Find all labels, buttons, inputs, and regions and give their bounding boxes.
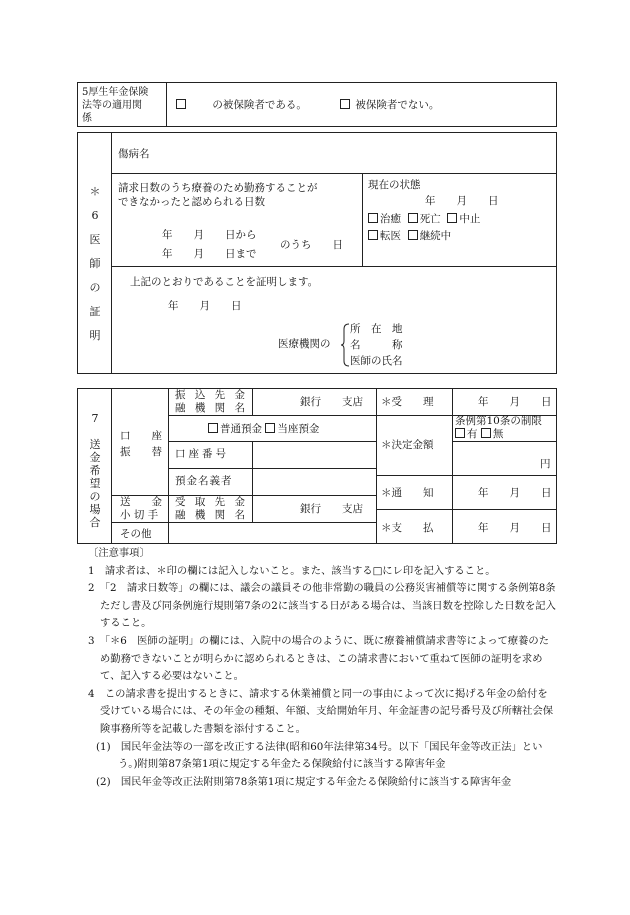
status-stopped-checkbox[interactable] bbox=[447, 213, 457, 223]
check-label: 送 金 小 切 手 bbox=[120, 496, 162, 521]
section7-vertical-label: 7 送 金 希 望 の 場 合 bbox=[89, 412, 101, 529]
limit-yes-label: 有 bbox=[467, 428, 478, 440]
limit-no-label: 無 bbox=[492, 428, 504, 440]
other-label: その他 bbox=[120, 528, 152, 540]
institution-name-label: 名 称 bbox=[350, 339, 403, 351]
note-subitem-1: (1) 国民年金法等の一部を改正する法律(昭和60年法律第34号。以下「国民年金等改正法」という。)附則第87条第1項に規定する年金たる保険給付に該当する障害年金 bbox=[96, 740, 543, 771]
account-holder-label: 預金名義者 bbox=[175, 475, 233, 487]
status-cured-label: 治癒 bbox=[380, 213, 401, 225]
ordinary-deposit-checkbox[interactable] bbox=[208, 423, 218, 433]
note-item-3: 3 「＊6 医師の証明」の欄には、入院中の場合のように、既に療養補償請求書等によって療養のため勤務できないことが明らかに認められるときは、この請求書において重ねて医師の証明を求めて、記入する必要はないこと。 bbox=[88, 634, 550, 683]
notice-label: ＊通 知 bbox=[381, 487, 434, 499]
brace-icon bbox=[340, 323, 350, 367]
certify-date: 年 月 日 bbox=[168, 300, 242, 312]
status-transfer-label: 転医 bbox=[380, 230, 401, 242]
status-stopped-label: 中止 bbox=[459, 213, 481, 225]
transfer-bank-label: 振 込 先 金 融 機 関 名 bbox=[175, 389, 249, 414]
status-death-checkbox[interactable] bbox=[408, 213, 418, 223]
not-insured-option-label: 被保険者でない。 bbox=[355, 99, 440, 111]
days-label: 請求日数のうち療養のため勤務することが できなかったと認められる日数 bbox=[118, 182, 318, 209]
institution-label: 医療機関の bbox=[278, 338, 331, 350]
notes-title: 〔注意事項〕 bbox=[88, 547, 150, 559]
account-number-label: 口座番号 bbox=[175, 448, 229, 460]
to-date: 年 月 日まで bbox=[162, 248, 257, 260]
section6-vertical-label: ＊ 6 医 師 の 証 明 bbox=[89, 185, 101, 342]
limit-yes-checkbox[interactable] bbox=[455, 428, 465, 438]
not-insured-checkbox[interactable] bbox=[340, 99, 350, 109]
status-continuing-checkbox[interactable] bbox=[408, 230, 418, 240]
days-of-which: のうち 日 bbox=[280, 239, 343, 251]
notes-section bbox=[88, 545, 556, 791]
notice-date: 年 月 日 bbox=[478, 487, 552, 499]
current-deposit-checkbox[interactable] bbox=[265, 423, 275, 433]
certify-text: 上記のとおりであることを証明します。 bbox=[130, 276, 319, 288]
decided-amount-label: ＊決定金額 bbox=[381, 439, 434, 451]
payment-date: 年 月 日 bbox=[478, 522, 552, 534]
current-status-label: 現在の状態 bbox=[368, 179, 421, 191]
receiving-bank-label: 受 取 先 金 融 機 関 名 bbox=[175, 496, 249, 521]
current-status-date: 年 月 日 bbox=[425, 195, 499, 207]
status-continuing-label: 継続中 bbox=[419, 230, 452, 242]
doctor-name-label: 医師の氏名 bbox=[350, 355, 403, 367]
limit-label: 条例第10条の制限 bbox=[455, 415, 542, 427]
limit-no-checkbox[interactable] bbox=[481, 428, 491, 438]
institution-address-label: 所 在 地 bbox=[350, 323, 403, 335]
received-date: 年 月 日 bbox=[478, 396, 552, 408]
status-death-label: 死亡 bbox=[419, 213, 441, 225]
account-transfer-label: 口 座 振 替 bbox=[120, 430, 162, 458]
current-deposit-label: 当座預金 bbox=[277, 423, 320, 435]
ordinary-deposit-label: 普通預金 bbox=[220, 423, 262, 435]
payment-label: ＊支 払 bbox=[381, 522, 434, 534]
note-item-4: 4 この請求書を提出するときに、請求する休業補償と同一の事由によって次に掲げる年金の給付を受けている場合には、その年金の種類、年額、支給開始年月、年金証書の記号番号及び所轄社会保険事務所等を記載した書類を添付すること。 bbox=[88, 687, 554, 735]
insured-checkbox[interactable] bbox=[176, 99, 186, 109]
from-date: 年 月 日から bbox=[162, 229, 257, 241]
status-cured-checkbox[interactable] bbox=[368, 213, 378, 223]
note-item-1: 1 請求者は、＊印の欄には記入しないこと。また、該当する□にレ印を記入すること。 bbox=[88, 564, 496, 577]
receiving-bank-branch: 銀行 支店 bbox=[300, 503, 363, 515]
disease-name-label: 傷病名 bbox=[118, 148, 150, 160]
transfer-bank-branch: 銀行 支店 bbox=[300, 396, 363, 408]
section5-label: 5厚生年金保険 法等の適用関 係 bbox=[82, 87, 149, 124]
yen-unit: 円 bbox=[540, 458, 551, 470]
note-item-2: 2 「2 請求日数等」の欄には、議会の議員その他非常勤の職員の公務災害補償等に関する条例第8条ただし書及び同条例施行規則第7条の2に該当する日がある場合は、当該日数を控除した日数を記入すること。 bbox=[88, 582, 556, 630]
received-label: ＊受 理 bbox=[381, 396, 434, 408]
note-subitem-2: (2) 国民年金等改正法附則第78条第1項に規定する年金たる保険給付に該当する障害年金 bbox=[96, 775, 512, 788]
insured-option-label: の被保険者である。 bbox=[191, 99, 307, 111]
status-transfer-checkbox[interactable] bbox=[368, 230, 378, 240]
